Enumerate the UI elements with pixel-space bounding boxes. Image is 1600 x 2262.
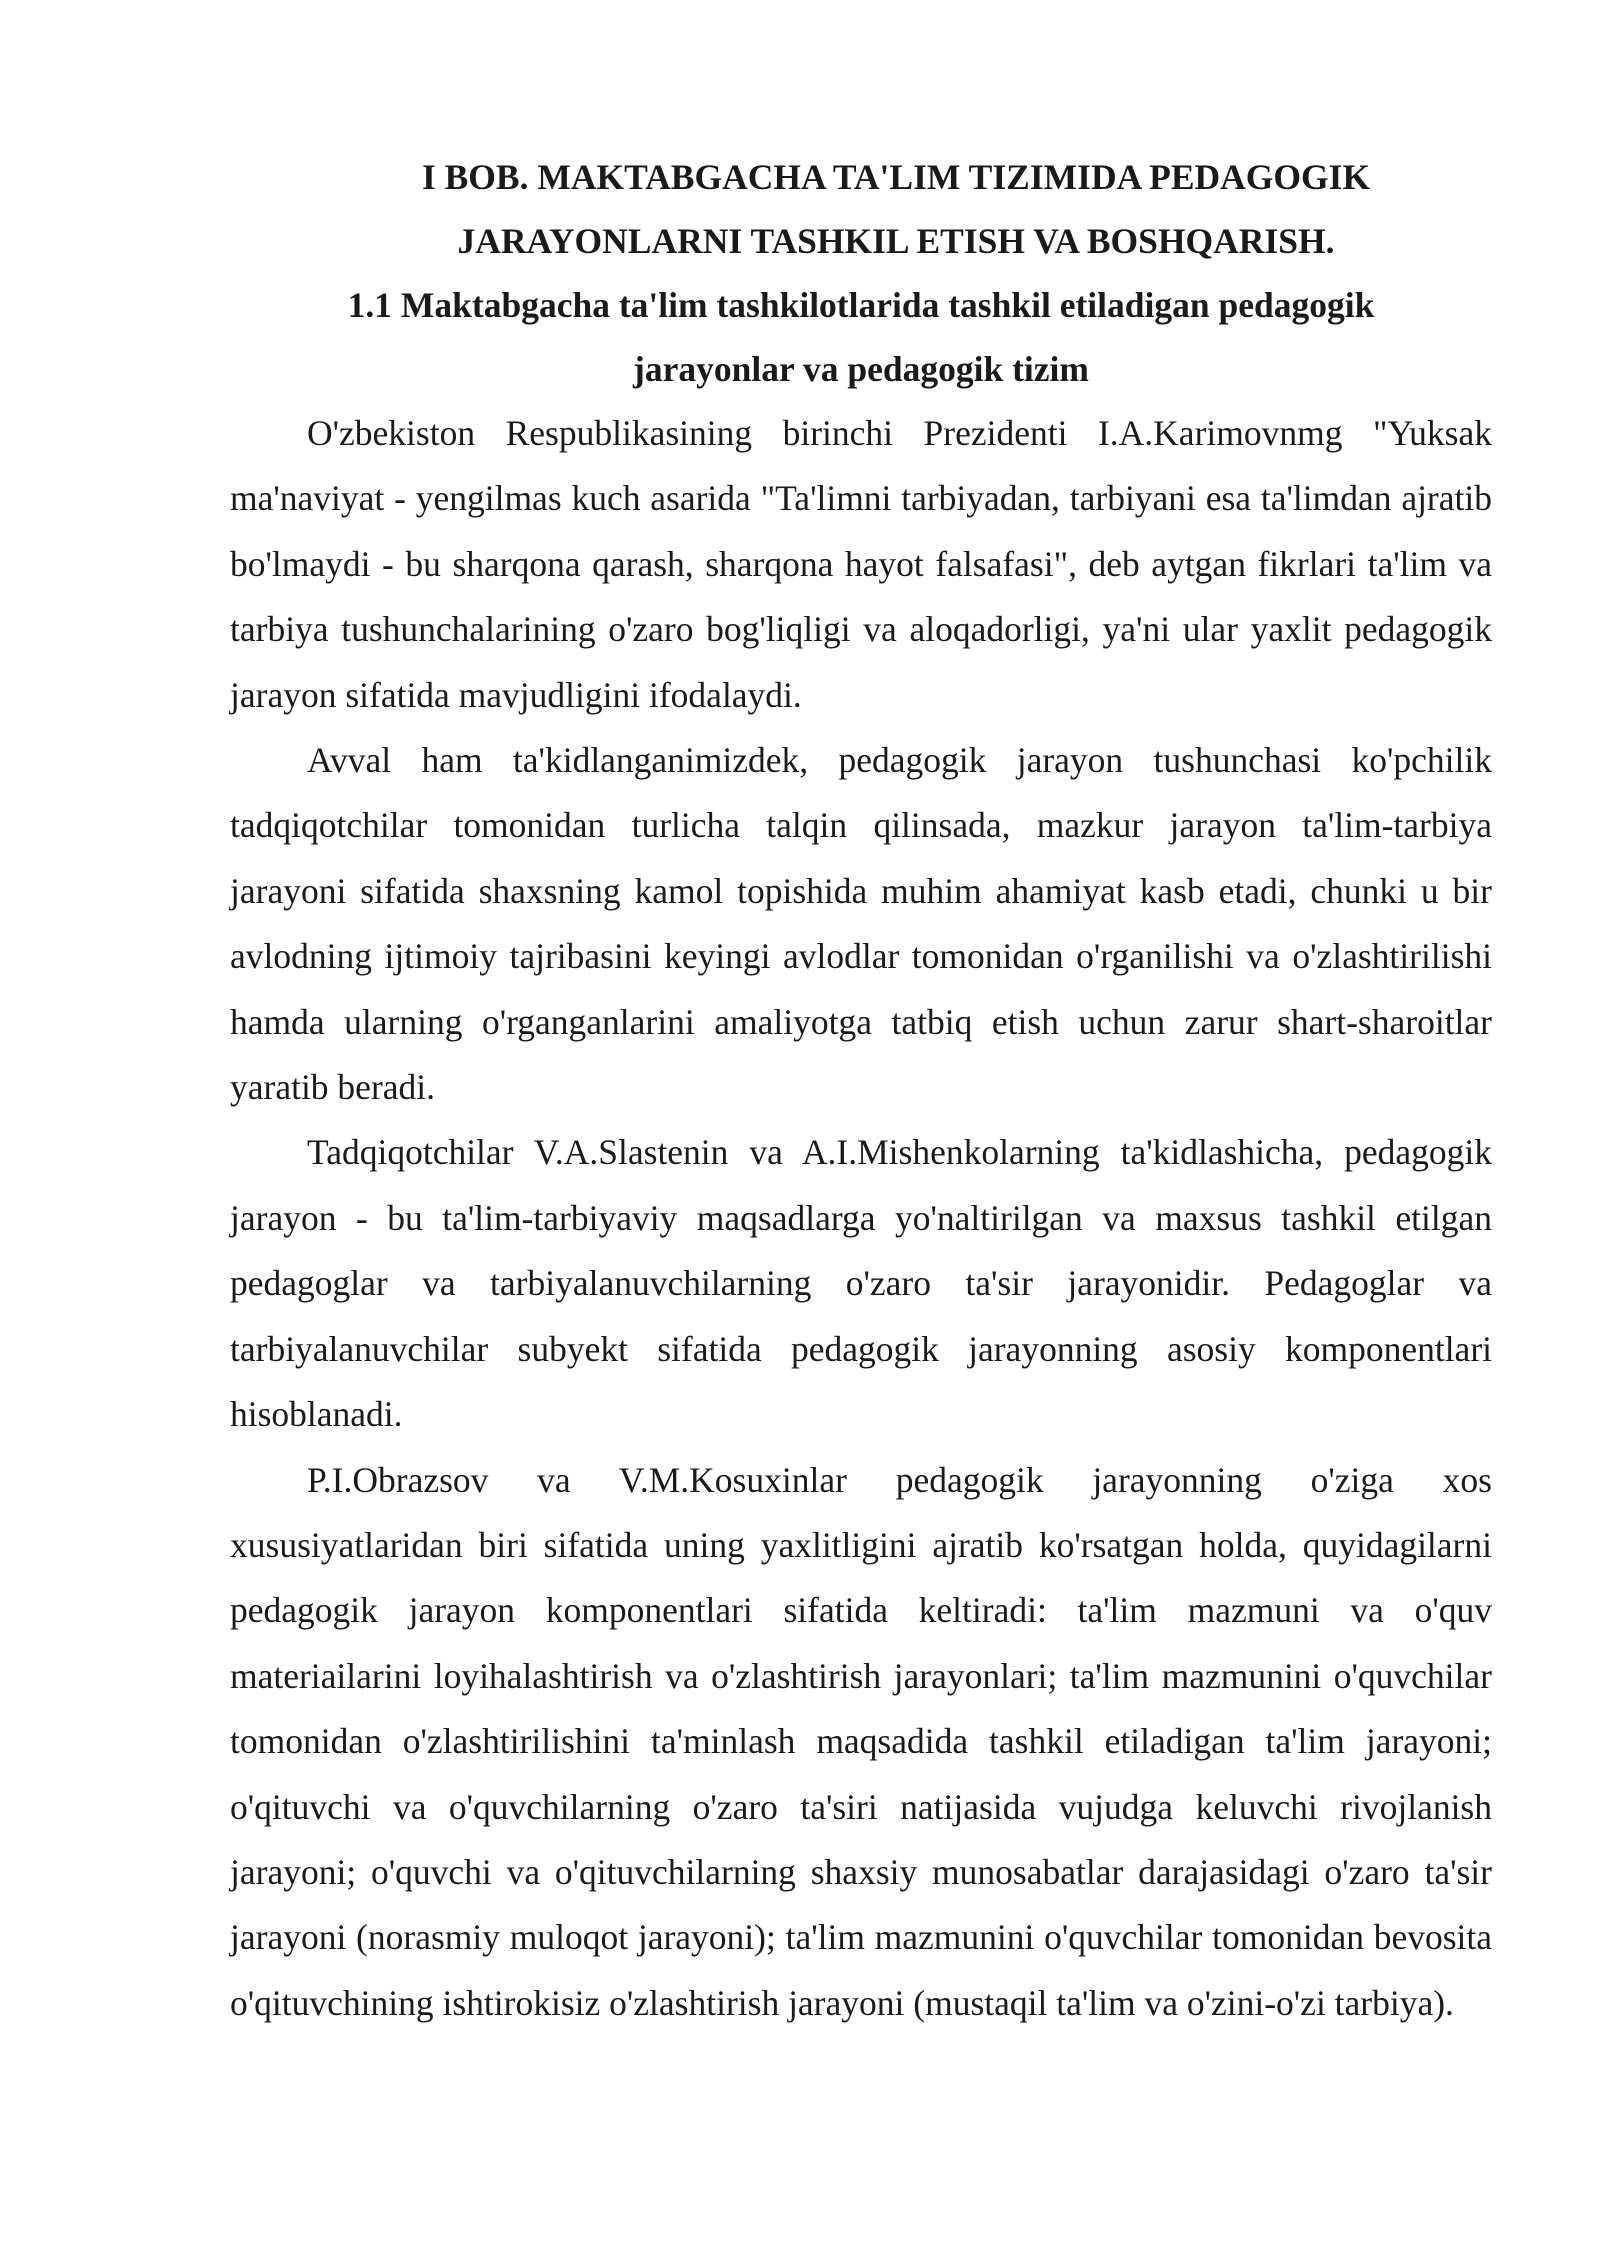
- section-title-line-1: 1.1 Maktabgacha ta'lim tashkilotlarida tashkil etiladigan pedagogik: [347, 285, 1375, 325]
- document-page: [230, 145, 1492, 2036]
- section-title-line-2: jarayonlar va pedagogik tizim: [633, 349, 1089, 389]
- paragraph-2: Avval ham ta'kidlanganimizdek, pedagogik jarayon tushunchasi ko'pchilik tadqiqotchilar tomonidan turlicha talqin qilinsada, mazkur jarayon ta'lim-tarbiya jarayoni sifatida shaxsning kamol topishida muhim ahamiyat kasb etadi, chunki u bir avlodning ijtimoiy tajribasini keyingi avlodlar tomonidan o'rganilishi va o'zlashtirilishi hamda ularning o'rganganlarini amaliyotga tatbiq etish uchun zarur shart-sharoitlar yaratib beradi.: [230, 740, 1492, 1108]
- paragraph-4: P.I.Obrazsov va V.M.Kosuxinlar pedagogik jarayonning o'ziga xos xususiyatlaridan biri sifatida uning yaxlitligini ajratib ko'rsatgan holda, quyidagilarni pedagogik jarayon komponentlari sifatida keltiradi: ta'lim mazmuni va o'quv materiailarini loyihalashtirish va o'zlashtirish jarayonlari; ta'lim mazmunini o'quvchilar tomonidan o'zlashtirilishini ta'minlash maqsadida tashkil etiladigan ta'lim jarayoni; o'qituvchi va o'quvchilarning o'zaro ta'siri natijasida vujudga keluvchi rivojlanish jarayoni; o'quvchi va o'qituvchilarning shaxsiy munosabatlar darajasidagi o'zaro ta'sir jarayoni (norasmiy muloqot jarayoni); ta'lim mazmunini o'quvchilar tomonidan bevosita o'qituvchining ishtirokisiz o'zlashtirish jarayoni (mustaqil ta'lim va o'zini-o'zi tarbiya).: [230, 1459, 1492, 2023]
- paragraph-3: Tadqiqotchilar V.A.Slastenin va A.I.Mishenkolarning ta'kidlashicha, pedagogik jarayon - bu ta'lim-tarbiyaviy maqsadlarga yo'naltirilgan va maxsus tashkil etilgan pedagoglar va tarbiyalanuvchilarning o'zaro ta'sir jarayonidir. Pedagoglar va tarbiyalanuvchilar subyekt sifatida pedagogik jarayonning asosiy komponentlari hisoblanadi.: [230, 1132, 1492, 1435]
- chapter-title-line-1: I BOB. MAKTABGACHA TA'LIM TIZIMIDA PEDAGOGIK: [421, 157, 1371, 197]
- paragraph-1: O'zbekiston Respublikasining birinchi Prezidenti I.A.Karimovnmg "Yuksak ma'naviyat - yengilmas kuch asarida "Ta'limni tarbiyadan, tarbiyani esa ta'limdan ajratib bo'lmaydi - bu sharqona qarash, sharqona hayot falsafasi", deb aytgan fikrlari ta'lim va tarbiya tushunchalarining o'zaro bog'liqligi va aloqadorligi, ya'ni ular yaxlit pedagogik jarayon sifatida mavjudligini ifodalaydi.: [230, 413, 1492, 715]
- chapter-title: [230, 145, 1492, 273]
- chapter-title-line-2: JARAYONLARNI TASHKIL ETISH VA BOSHQARISH.: [457, 221, 1335, 261]
- section-title: [230, 273, 1492, 401]
